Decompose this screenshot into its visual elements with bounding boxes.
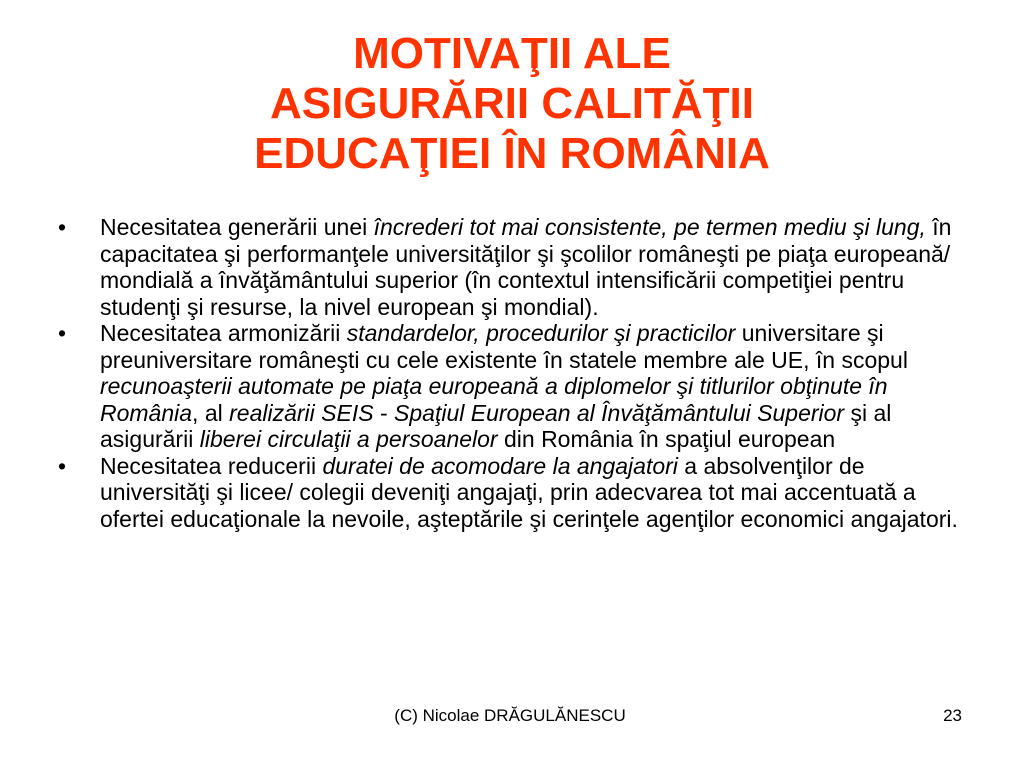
title-line-3: EDUCAŢIEI ÎN ROMÂNIA: [254, 129, 770, 178]
text-run: -: [373, 399, 395, 426]
bullet-list: [58, 214, 958, 532]
text-run: şi al asigurării: [100, 399, 892, 452]
bullet-item: [58, 320, 958, 453]
text-run: Necesitatea armonizării: [100, 320, 347, 346]
bullet-item: [58, 453, 958, 533]
footer-copyright: (C) Nicolae DRĂGULĂNESCU: [394, 706, 626, 725]
slide-title: [100, 29, 924, 179]
text-run: universitare şi preuniversitare româneşti cu cele existente în statele membre ale UE, în scopul: [100, 320, 908, 373]
bullet-text: [100, 214, 958, 320]
bullet-marker: •: [58, 214, 67, 240]
text-run: , al: [192, 399, 230, 426]
bullet-marker: •: [58, 452, 67, 479]
italic-run: Spaţiul European al Învăţământului Superior: [394, 399, 845, 426]
bullet-item: [58, 214, 958, 320]
italic-run: realizării SEIS: [229, 399, 374, 426]
italic-run: încrederi tot mai consistente, pe termen mediu şi lung,: [373, 214, 926, 240]
text-run: din România în spaţiul european: [497, 426, 836, 452]
page-number: 23: [943, 706, 962, 725]
bullet-text: [100, 320, 958, 453]
italic-run: liberei circulaţii a persoanelor: [199, 426, 498, 452]
title-line-1: MOTIVAŢII ALE: [353, 29, 671, 78]
bullet-text: [100, 453, 958, 533]
title-line-2: ASIGURĂRII CALITĂŢII: [270, 79, 754, 128]
italic-run: duratei de acomodare la angajatori: [322, 452, 678, 479]
bullet-marker: •: [58, 320, 67, 346]
text-run: Necesitatea reducerii: [100, 452, 323, 479]
text-run: a absolvenţilor de universităţi şi licee/ colegii deveniţi angajaţi, prin adecvarea tot mai accentuată a ofertei educaţionale la nevoile, aşteptările şi cerinţele agenţilor economici angajatori.: [100, 452, 958, 532]
italic-run: standardelor, procedurilor şi practicilor: [346, 320, 736, 346]
text-run: în capacitatea şi performanţele universităţilor şi şcolilor româneşti pe piaţa europeană/ mondială a învăţământului superior (în contextul intensificării competiţiei pentru studenţi şi resurse, la nivel european şi mondial).: [100, 214, 952, 320]
text-run: Necesitatea generării unei: [100, 214, 374, 240]
italic-run: recunoaşterii automate pe piaţa europeană a diplomelor şi titlurilor obţinute în România: [100, 373, 888, 426]
